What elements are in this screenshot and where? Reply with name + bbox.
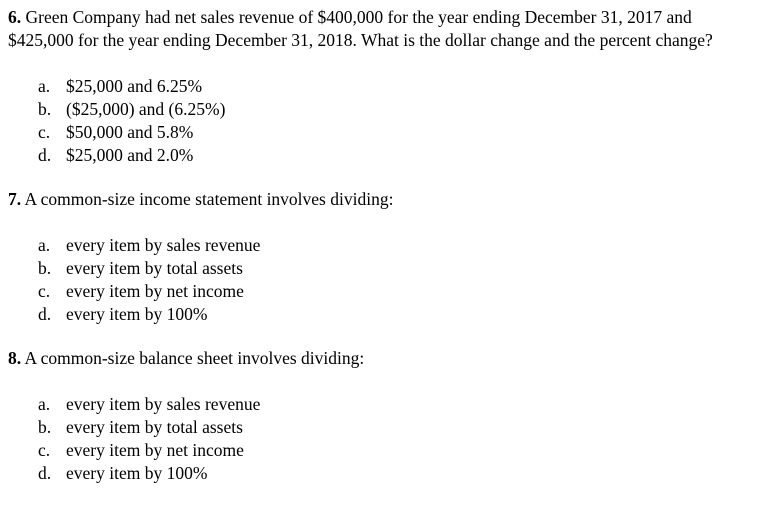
option-text: every item by sales revenue [66, 235, 261, 255]
option-letter: a. [38, 235, 51, 255]
option-letter: c. [38, 122, 51, 142]
question-8 [8, 347, 777, 485]
option-text: every item by sales revenue [66, 394, 261, 414]
option-text: every item by total assets [66, 258, 243, 278]
option-letter: d. [38, 145, 52, 165]
question-text: A common-size balance sheet involves dividing: [24, 348, 365, 368]
option-letter: b. [38, 258, 52, 278]
option-letter: d. [38, 304, 52, 324]
option-letter: d. [38, 463, 52, 483]
option-text: $25,000 and 6.25% [66, 76, 203, 96]
question-text: A common-size income statement involves dividing: [24, 189, 394, 209]
option-c [38, 439, 777, 462]
option-letter: a. [38, 394, 51, 414]
option-a [38, 393, 777, 416]
option-b [38, 98, 777, 121]
option-letter: c. [38, 440, 51, 460]
option-text: every item by net income [66, 440, 244, 460]
option-text: every item by 100% [66, 304, 208, 324]
question-stem [8, 6, 748, 52]
option-letter: b. [38, 99, 52, 119]
option-d [38, 303, 777, 326]
option-letter: c. [38, 281, 51, 301]
option-a [38, 234, 777, 257]
option-d [38, 462, 777, 485]
option-b [38, 416, 777, 439]
option-c [38, 280, 777, 303]
answer-options [8, 393, 777, 485]
option-letter: a. [38, 76, 51, 96]
question-stem [8, 188, 748, 211]
question-number: 6. [8, 7, 22, 27]
option-b [38, 257, 777, 280]
option-text: every item by net income [66, 281, 244, 301]
question-text: Green Company had net sales revenue of $400,000 for the year ending December 31, 2017 and $425,000 for the year ending December 31, 2018. What is the dollar change and the percent change? [8, 7, 713, 50]
option-text: ($25,000) and (6.25%) [66, 99, 226, 119]
question-stem [8, 347, 748, 370]
answer-options [8, 75, 777, 167]
question-6 [8, 6, 777, 167]
option-text: $50,000 and 5.8% [66, 122, 194, 142]
option-c [38, 121, 777, 144]
option-letter: b. [38, 417, 52, 437]
option-text: every item by 100% [66, 463, 208, 483]
option-d [38, 144, 777, 167]
option-a [38, 75, 777, 98]
answer-options [8, 234, 777, 326]
question-number: 8. [8, 348, 22, 368]
option-text: every item by total assets [66, 417, 243, 437]
option-text: $25,000 and 2.0% [66, 145, 194, 165]
question-number: 7. [8, 189, 22, 209]
question-7 [8, 188, 777, 326]
